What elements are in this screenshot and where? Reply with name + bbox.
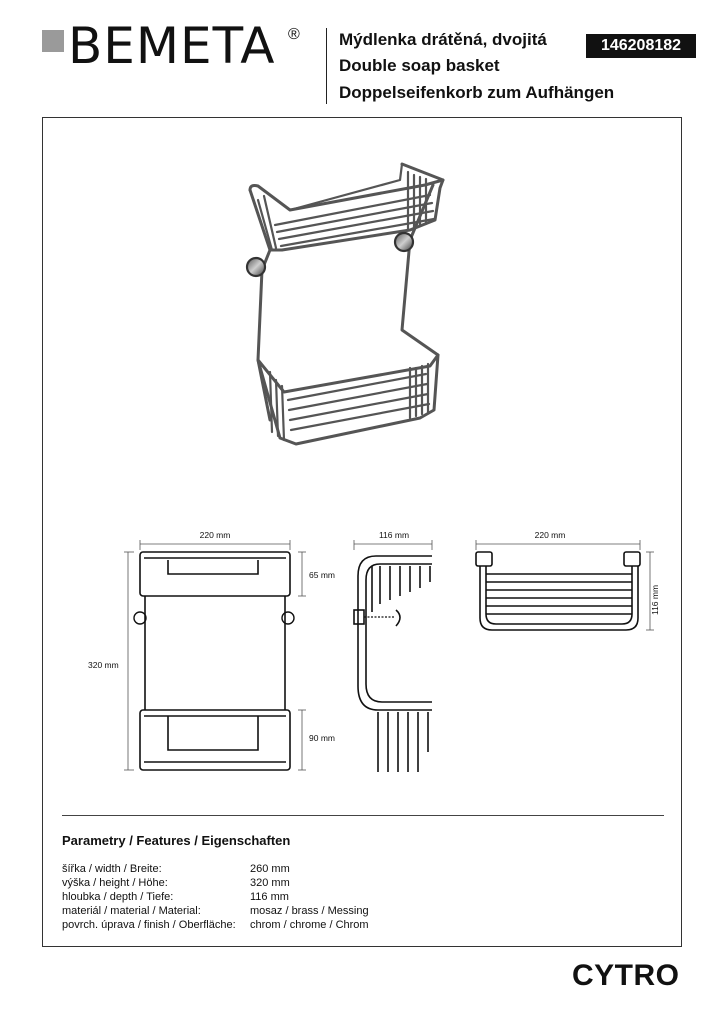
dim-side-depth: 116 mm [378, 530, 410, 540]
features-divider [62, 815, 664, 816]
brand-logo: BEMETA [68, 17, 276, 75]
spec-label: šířka / width / Breite: [62, 863, 162, 875]
side-view [354, 556, 432, 772]
top-view [476, 552, 640, 630]
spec-value: 260 mm [250, 863, 290, 875]
dim-top-basket: 65 mm [309, 570, 335, 580]
dim-front-height: 320 mm [88, 660, 119, 670]
title-english: Double soap basket [339, 56, 500, 75]
spec-value: mosaz / brass / Messing [250, 905, 369, 917]
spec-label: povrch. úprava / finish / Oberfläche: [62, 919, 236, 931]
top-dimensions [476, 540, 654, 630]
spec-row-width [62, 862, 622, 876]
spec-value: 116 mm [250, 891, 289, 903]
spec-label: výška / height / Höhe: [62, 877, 168, 889]
title-czech: Mýdlenka drátěná, dvojitá [339, 30, 547, 49]
dim-front-width: 220 mm [199, 530, 231, 540]
dim-bottom-basket: 90 mm [309, 733, 335, 743]
spec-row-height [62, 876, 622, 890]
registered-mark: ® [288, 26, 300, 43]
spec-label: hloubka / depth / Tiefe: [62, 891, 174, 903]
product-code: 146208182 [586, 34, 696, 58]
series-name: CYTRO [572, 959, 680, 992]
product-image [247, 164, 443, 444]
spec-row-material [62, 904, 622, 918]
spec-row-finish [62, 918, 622, 932]
features-title: Parametry / Features / Eigenschaften [62, 833, 291, 848]
spec-value: 320 mm [250, 877, 290, 889]
spec-row-depth [62, 890, 622, 904]
side-dimensions [354, 540, 432, 550]
spec-label: materiál / material / Material: [62, 905, 201, 917]
spec-value: chrom / chrome / Chrom [250, 919, 369, 931]
title-german: Doppelseifenkorb zum Aufhängen [339, 83, 615, 102]
dim-top-depth: 116 mm [650, 584, 660, 616]
front-view [134, 552, 294, 770]
dim-top-width: 220 mm [534, 530, 566, 540]
